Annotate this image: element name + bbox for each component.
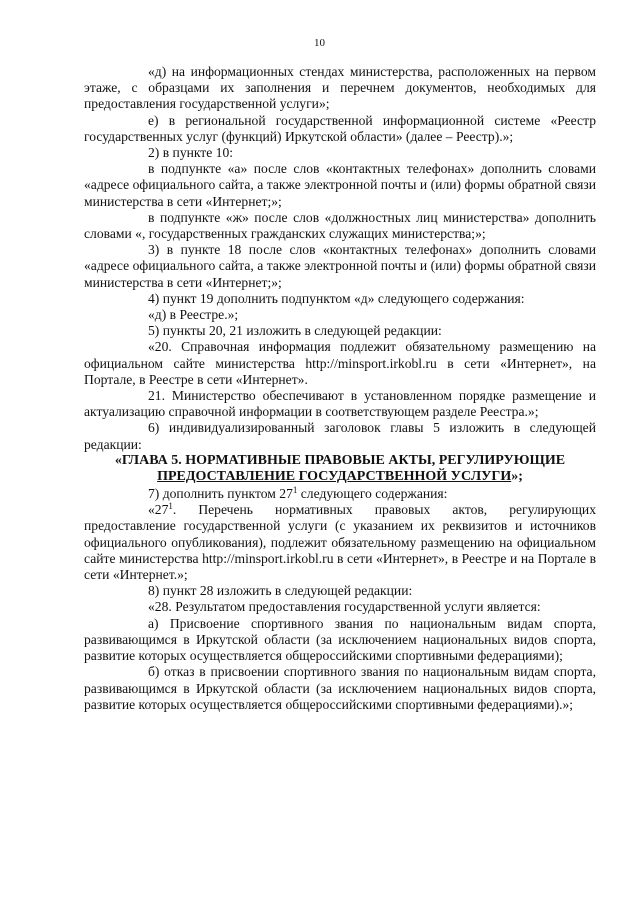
paragraph-28-b: б) отказ в присвоении спортивного звания по национальным видам спорта, развивающимся в Иркутской области (за исключением национальных видов спорта, развитие которых осуществляется общероссийскими спортивными федерациями).»; <box>84 664 596 712</box>
paragraph-item-4: 4) пункт 19 дополнить подпунктом «д» следующего содержания: <box>148 290 525 306</box>
chapter-heading <box>84 453 596 486</box>
paragraph-20: «20. Справочная информация подлежит обязательному размещению на официальном сайте министерства http://minsport.irkobl.ru в сети «Интернет», на Портале, в Реестре в сети «Интернет». <box>84 339 596 387</box>
paragraph-item-5: 5) пункты 20, 21 изложить в следующей редакции: <box>148 323 442 339</box>
item-7-superscript: 1 <box>292 485 298 496</box>
paragraph-item-6: 6) индивидуализированный заголовок главы 5 изложить в следующей редакции: <box>84 420 596 452</box>
paragraph-subitem-zh: в подпункте «ж» после слов «должностных лиц министерства» дополнить словами «, государственных гражданских служащих министерства;»; <box>84 209 596 242</box>
paragraph-subitem-a: в подпункте «а» после слов «контактных телефонах» дополнить словами «адресе официального сайта, а также электронной почты и (или) формы обратной связи министерства в сети «Интернет;»; <box>84 161 596 209</box>
paragraph-28: «28. Результатом предоставления государственной услуги является: <box>148 599 541 615</box>
paragraph-27-1 <box>84 502 596 583</box>
item-27-1-superscript: 1 <box>168 501 173 512</box>
paragraph-item-2: 2) в пункте 10: <box>148 145 234 161</box>
chapter-heading-line2: ПРЕДОСТАВЛЕНИЕ ГОСУДАРСТВЕННОЙ УСЛУГИ <box>157 469 512 485</box>
item-27-1-text-end: . Перечень нормативных правовых актов, регулирующих предоставление государственной услуги (с указанием их реквизитов и источников официального опубликования), подлежит обязательному размещению на официальном сайте министерства http://minsport.irkobl.ru в сети «Интернет», в Реестре и на Портале в сети «Интернет.»; <box>84 502 596 583</box>
page-number: 10 <box>314 37 325 49</box>
paragraph-item-8: 8) пункт 28 изложить в следующей редакции: <box>148 583 413 599</box>
paragraph-d-info-stands: «д) на информационных стендах министерства, расположенных на первом этаже, с образцами их заполнения и перечнем документов, необходимых для предоставления государственной услуги»; <box>84 64 596 112</box>
paragraph-item-3: 3) в пункте 18 после слов «контактных телефонах» дополнить словами «адресе официального сайта, а также электронной почты и (или) формы обратной связи министерства в сети «Интернет;»; <box>84 242 596 290</box>
paragraph-e-registry: е) в региональной государственной информационной системе «Реестр государственных услуг (функций) Иркутской области» (далее – Реестр).»; <box>84 112 596 144</box>
paragraph-item-7 <box>84 486 596 502</box>
paragraph-21: 21. Министерство обеспечивают в установленном порядке размещение и актуализацию справочной информации в соответствующем разделе Реестра.»; <box>84 388 596 420</box>
chapter-heading-line1: «ГЛАВА 5. НОРМАТИВНЫЕ ПРАВОВЫЕ АКТЫ, РЕГУЛИРУЮЩИЕ <box>114 452 566 468</box>
chapter-heading-end: »; <box>511 469 523 485</box>
item-7-text-start: 7) дополнить пунктом 27 <box>148 486 293 502</box>
item-7-text-end: следующего содержания: <box>297 486 448 502</box>
item-27-1-text-start: «27 <box>148 502 169 518</box>
paragraph-d-registry: «д) в Реестре.»; <box>148 307 239 323</box>
document-body <box>84 64 596 713</box>
paragraph-28-a: а) Присвоение спортивного звания по национальным видам спорта, развивающимся в Иркутской области (за исключением национальных видов спорта, развитие которых осуществляется общероссийскими спортивными федерациями); <box>84 615 596 664</box>
